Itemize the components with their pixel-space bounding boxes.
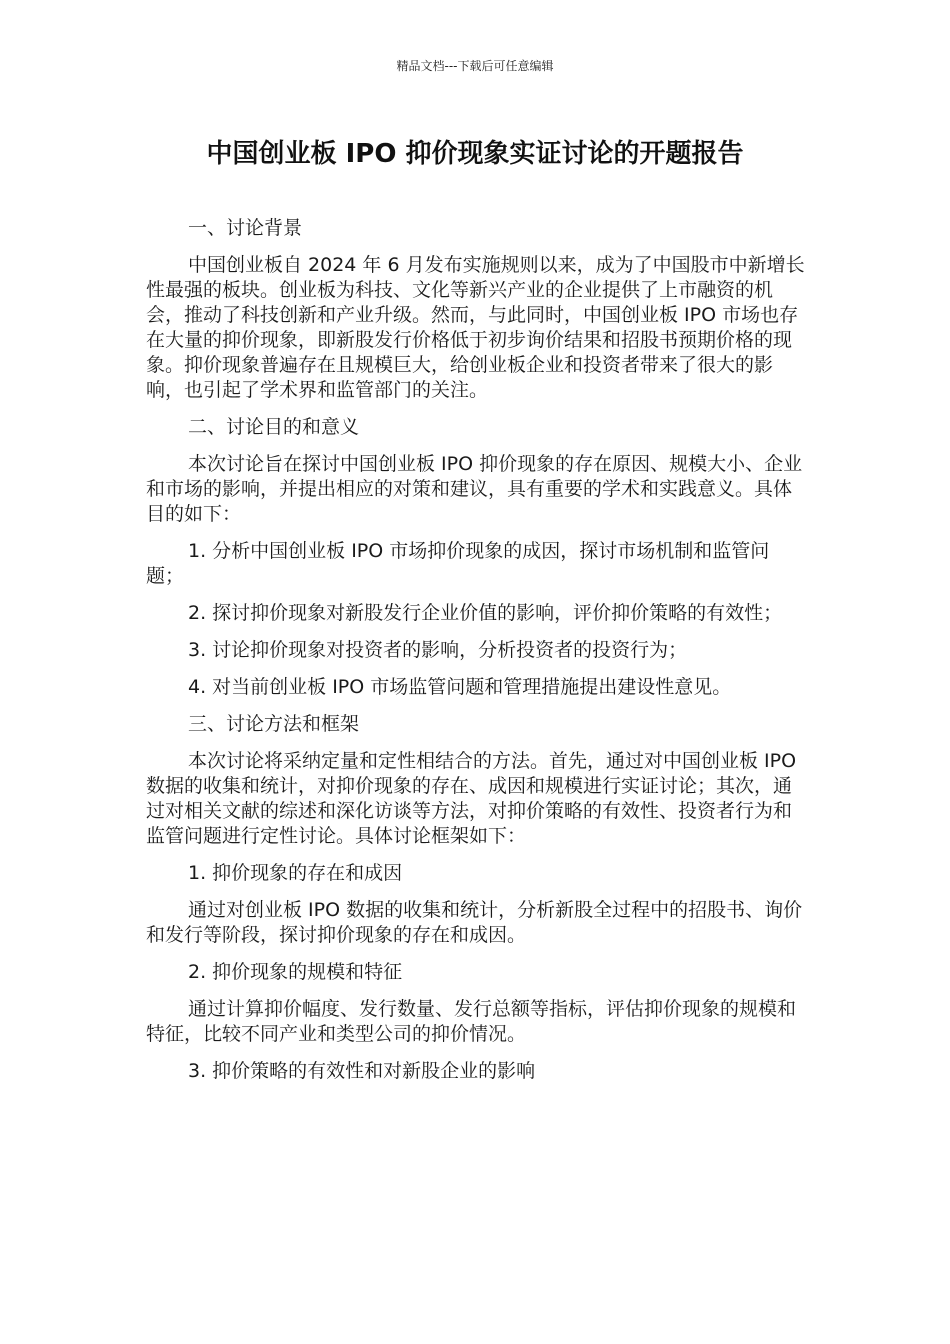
- paragraph-existence-causes: 通过对创业板 IPO 数据的收集和统计，分析新股全过程中的招股书、询价和发行等阶段，探讨抑价现象的存在和成因。: [146, 899, 803, 946]
- paragraph-scale-features: 通过计算抑价幅度、发行数量、发行总额等指标，评估抑价现象的规模和特征，比较不同产业和类型公司的抑价情况。: [146, 998, 797, 1045]
- section-heading-method: 三、讨论方法和框架: [188, 713, 360, 735]
- paragraph-background: 中国创业板自 2024 年 6 月发布实施规则以来，成为了中国股市中新增长性最强的板块。创业板为科技、文化等新兴产业的企业提供了上市融资的机会，推动了科技创新和产业升级。然而，与此同时，中国创业板 IPO 市场也存在大量的抑价现象，即新股发行价格低于初步询价结果和招股书预期价格的现象。抑价现象普遍存在且规模巨大，给创业板企业和投资者带来了很大的影响，也引起了学术界和监管部门的关注。: [146, 254, 805, 401]
- paragraph-method: 本次讨论将采纳定量和定性相结合的方法。首先，通过对中国创业板 IPO 数据的收集和统计，对抑价现象的存在、成因和规模进行实证讨论；其次，通过对相关文献的综述和深化访谈等方法，对抑价策略的有效性、投资者行为和监管问题进行定性讨论。具体讨论框架如下：: [146, 750, 797, 847]
- section-heading-background: 一、讨论背景: [188, 217, 303, 239]
- document-body: [146, 216, 806, 1084]
- subheading-scale-features: 2. 抑价现象的规模和特征: [188, 961, 403, 983]
- document-title: 中国创业板 IPO 抑价现象实证讨论的开题报告: [206, 139, 744, 169]
- list-item-purpose-2: 2. 探讨抑价现象对新股发行企业价值的影响，评价抑价策略的有效性；: [188, 602, 783, 624]
- list-item-purpose-4: 4. 对当前创业板 IPO 市场监管问题和管理措施提出建设性意见。: [188, 676, 732, 698]
- list-item-purpose-3: 3. 讨论抑价现象对投资者的影响，分析投资者的投资行为；: [188, 639, 688, 661]
- header-note: 精品文档---下载后可任意编辑: [396, 59, 554, 73]
- section-heading-purpose: 二、讨论目的和意义: [188, 416, 360, 438]
- list-item-purpose-1: 1. 分析中国创业板 IPO 市场抑价现象的成因，探讨市场机制和监管问题；: [146, 540, 770, 587]
- subheading-existence-causes: 1. 抑价现象的存在和成因: [188, 862, 403, 884]
- subheading-strategy-effectiveness: 3. 抑价策略的有效性和对新股企业的影响: [188, 1060, 536, 1082]
- paragraph-purpose: 本次讨论旨在探讨中国创业板 IPO 抑价现象的存在原因、规模大小、企业和市场的影响，并提出相应的对策和建议，具有重要的学术和实践意义。具体目的如下：: [146, 453, 803, 525]
